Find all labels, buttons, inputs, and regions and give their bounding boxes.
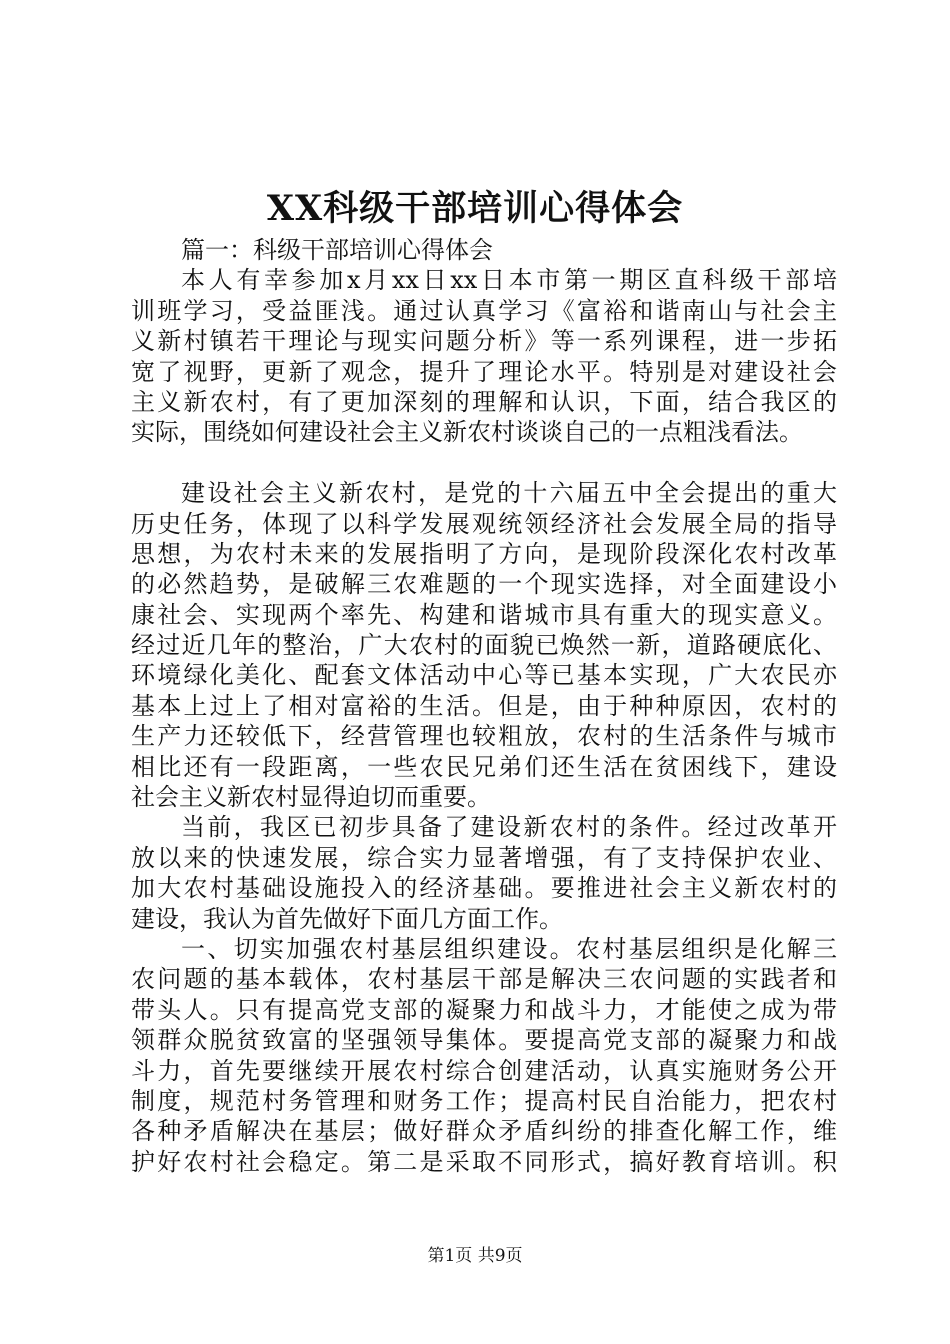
text-line: 各种矛盾解决在基层；做好群众矛盾纠纷的排查化解工作，维: [131, 1117, 837, 1146]
text-line: 思想，为农村未来的发展指明了方向，是现阶段深化农村改革: [131, 539, 837, 568]
text-line: 环境绿化美化、配套文体活动中心等已基本实现，广大农民亦: [131, 661, 837, 690]
document-title: XX科级干部培训心得体会: [266, 188, 684, 229]
text-line: 社会主义新农村显得迫切而重要。: [131, 783, 491, 812]
text-line: 建设，我认为首先做好下面几方面工作。: [131, 904, 563, 933]
text-line: 训班学习，受益匪浅。通过认真学习《富裕和谐南山与社会主: [131, 296, 837, 325]
text-line: 经过近几年的整治，广大农村的面貌已焕然一新，道路硬底化、: [131, 631, 837, 660]
text-line: 实际，围绕如何建设社会主义新农村谈谈自己的一点粗浅看法。: [131, 418, 803, 447]
text-line: 生产力还较低下，经营管理也较粗放，农村的生活条件与城市: [131, 722, 837, 751]
text-line: 的必然趋势，是破解三农难题的一个现实选择，对全面建设小: [131, 570, 837, 599]
text-line: 康社会、实现两个率先、构建和谐城市具有重大的现实意义。: [131, 600, 837, 629]
text-line: 带头人。只有提高党支部的凝聚力和战斗力，才能使之成为带: [131, 995, 837, 1024]
text-line: 制度，规范村务管理和财务工作；提高村民自治能力，把农村: [131, 1086, 837, 1115]
text-line: 宽了视野，更新了观念，提升了理论水平。特别是对建设社会: [131, 357, 837, 386]
document-body: [131, 235, 837, 1177]
text-line: 基本上过上了相对富裕的生活。但是，由于种种原因，农村的: [131, 691, 837, 720]
text-line: 领群众脱贫致富的坚强领导集体。要提高党支部的凝聚力和战: [131, 1026, 837, 1055]
text-line: 相比还有一段距离，一些农民兄弟们还生活在贫困线下，建设: [131, 752, 837, 781]
text-line: 义新村镇若干理论与现实问题分析》等一系列课程，进一步拓: [131, 327, 837, 356]
text-line: 本人有幸参加x月xx日xx日本市第一期区直科级干部培: [181, 266, 837, 295]
text-line: 篇一：科级干部培训心得体会: [181, 236, 493, 264]
text-line: 放以来的快速发展，综合实力显著增强，有了支持保护农业、: [131, 843, 837, 872]
text-line: 建设社会主义新农村，是党的十六届五中全会提出的重大: [181, 479, 837, 508]
text-line: 农问题的基本载体，农村基层干部是解决三农问题的实践者和: [131, 965, 837, 994]
text-line: 当前，我区已初步具备了建设新农村的条件。经过改革开: [181, 813, 837, 842]
text-line: 加大农村基础设施投入的经济基础。要推进社会主义新农村的: [131, 874, 837, 903]
page-footer: 第1页 共9页: [427, 1246, 523, 1266]
text-line: 护好农村社会稳定。第二是采取不同形式，搞好教育培训。积: [131, 1147, 837, 1176]
text-line: 历史任务，体现了以科学发展观统领经济社会发展全局的指导: [131, 509, 837, 538]
blank-line: [131, 448, 837, 478]
text-line: 一、切实加强农村基层组织建设。农村基层组织是化解三: [181, 934, 837, 963]
text-line: 斗力，首先要继续开展农村综合创建活动，认真实施财务公开: [131, 1056, 837, 1085]
text-line: 主义新农村，有了更加深刻的理解和认识，下面，结合我区的: [131, 387, 837, 416]
